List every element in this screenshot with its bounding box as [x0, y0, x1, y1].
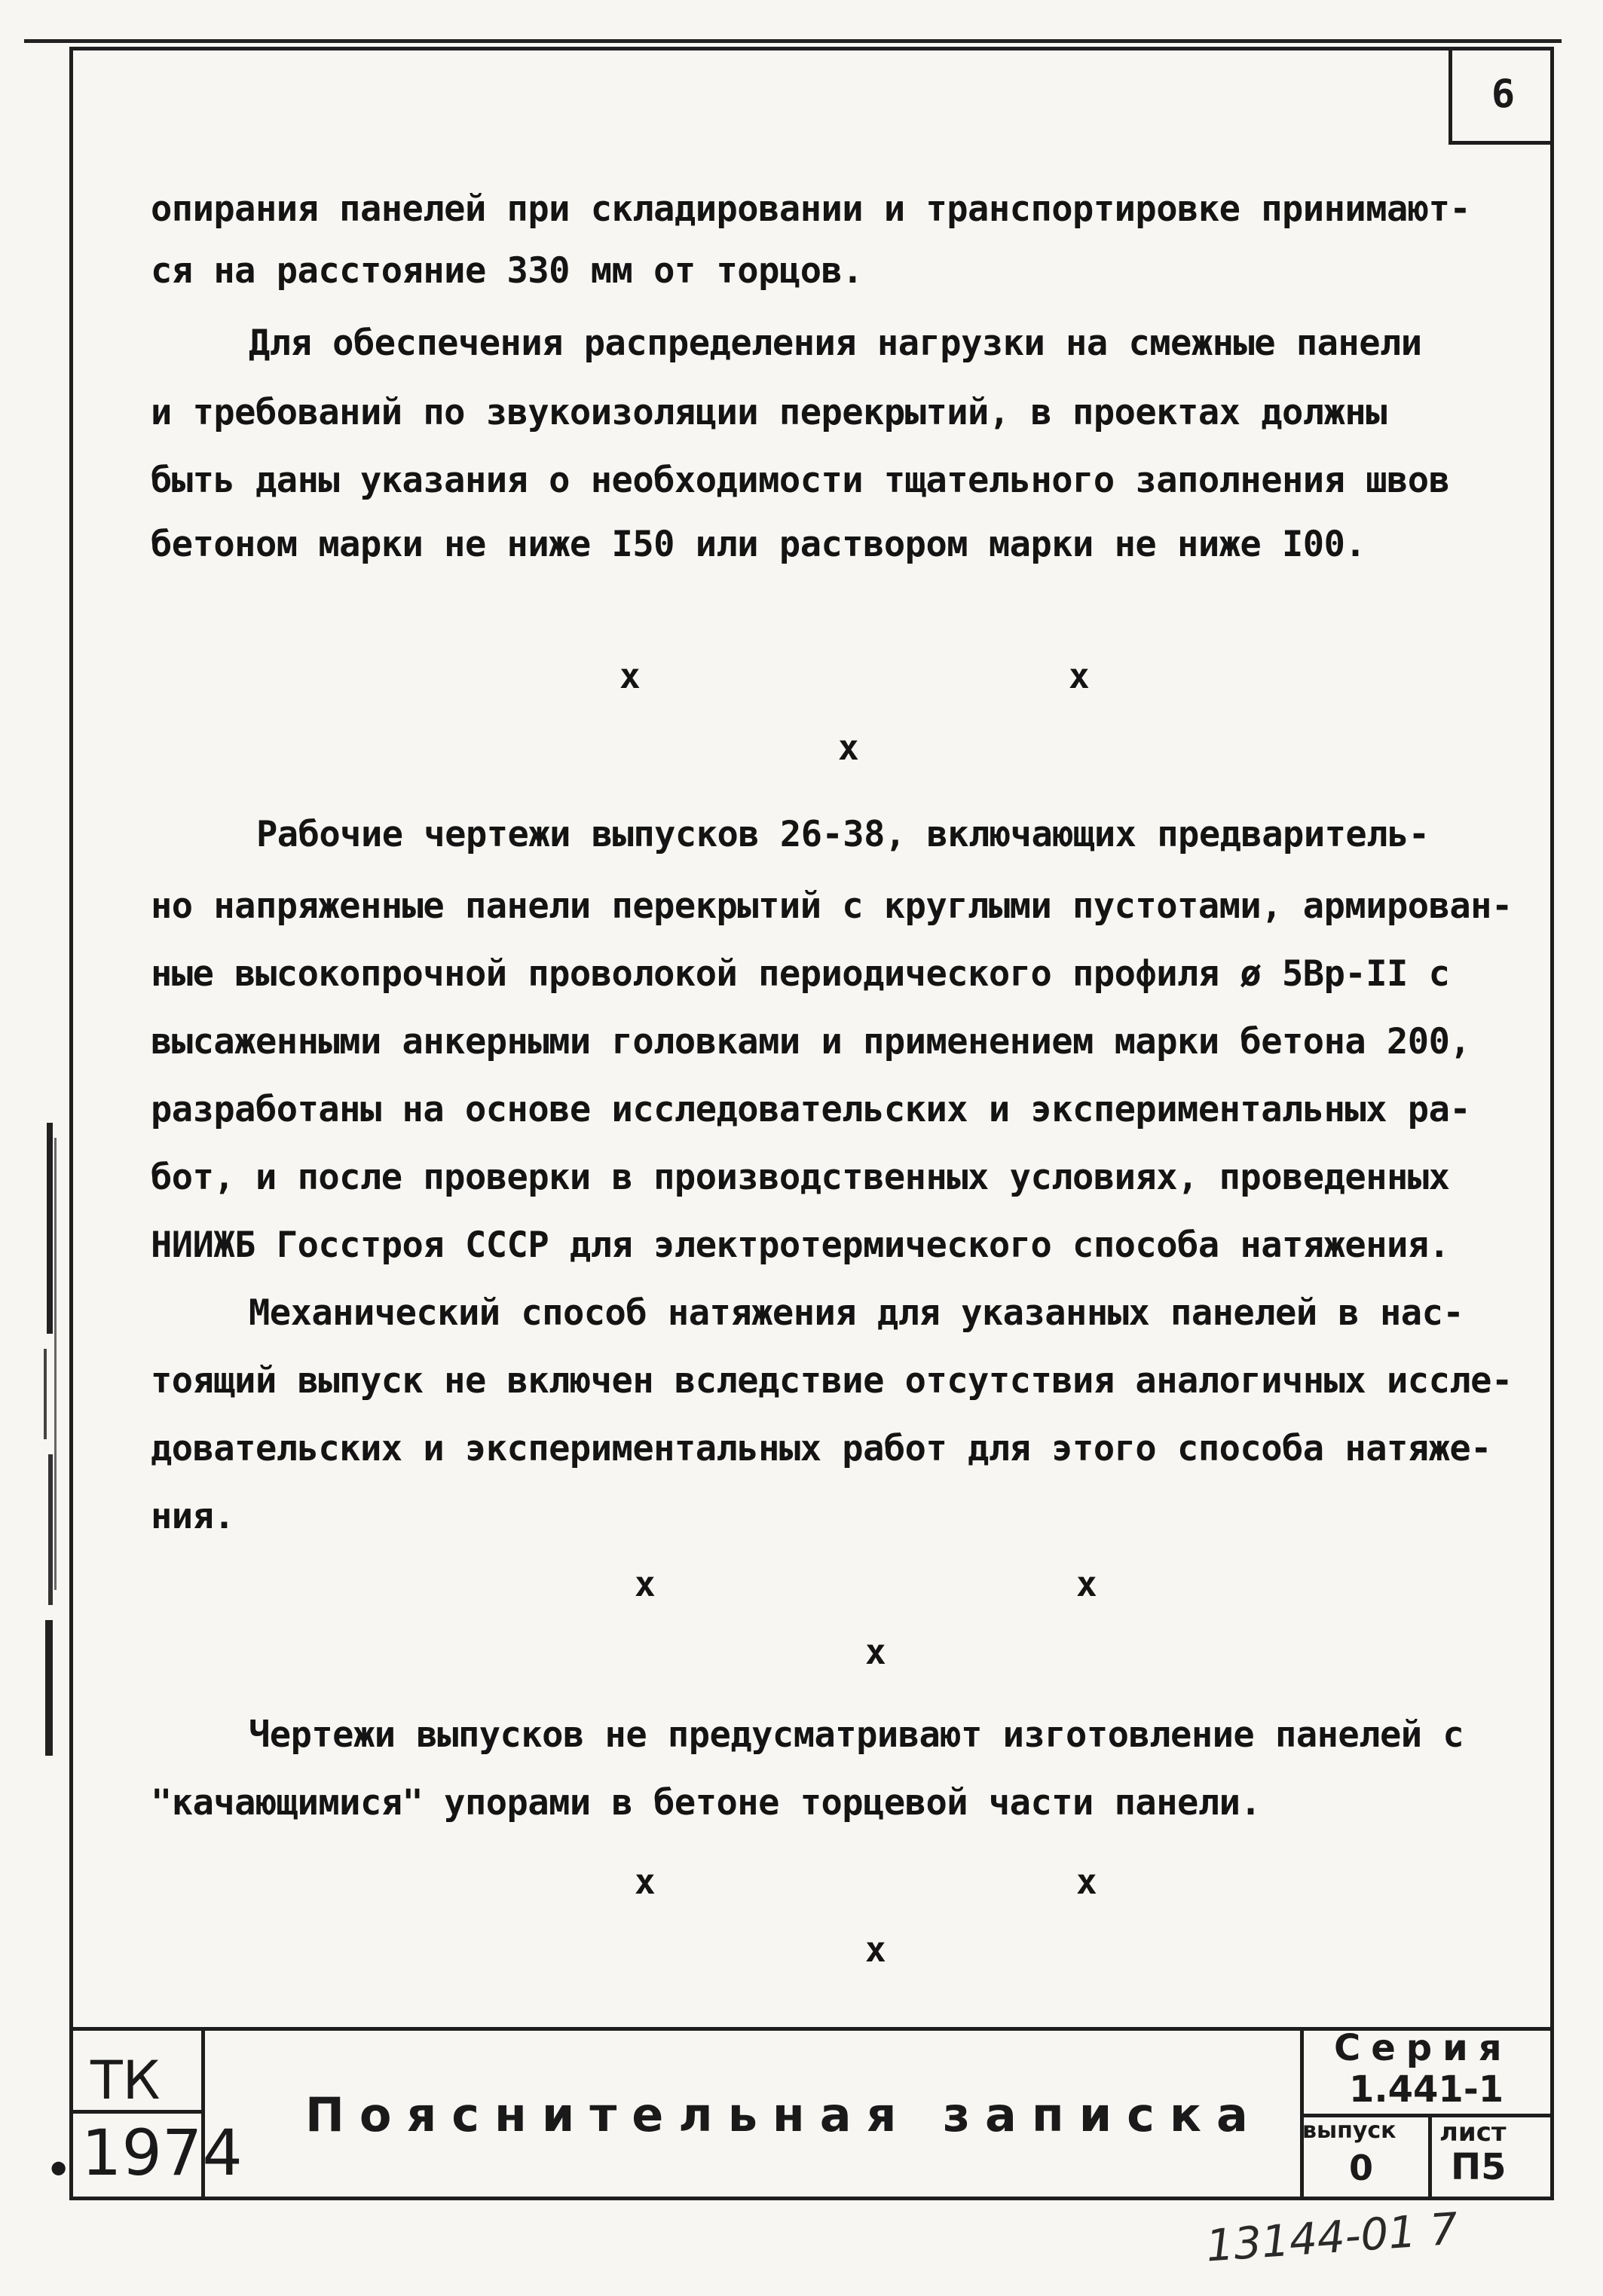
sheet-value: П5 — [1451, 2146, 1507, 2188]
stamp-year: 1974 — [81, 2116, 243, 2190]
separator-mark: х — [635, 1564, 656, 1604]
top-border-line — [24, 39, 1562, 43]
series-label: Серия — [1334, 2027, 1513, 2069]
text-line: тоящий выпуск не включен вследствие отсутствия аналогичных иссле- — [151, 1360, 1513, 1402]
series-number: 1.441-1 — [1349, 2068, 1504, 2111]
text-line: бот, и после проверки в производственных условиях, проведенных — [151, 1157, 1450, 1198]
issue-label: выпуск — [1302, 2117, 1397, 2144]
text-line: ся на расстояние 330 мм от торцов. — [151, 250, 864, 292]
issue-value: 0 — [1349, 2148, 1374, 2188]
text-line: но напряженные панели перекрытий с круглыми пустотами, армирован- — [151, 885, 1513, 927]
separator-mark: х — [619, 656, 641, 696]
margin-dot: • — [47, 2148, 71, 2193]
text-line: довательских и экспериментальных работ для этого способа натяже- — [151, 1428, 1491, 1469]
stamp-org: ТК — [90, 2050, 161, 2111]
text-line: НИИЖБ Госстроя СССР для электротермического способа натяжения. — [151, 1224, 1450, 1266]
handwritten-archive-number: 13144-01 7 — [1204, 2203, 1460, 2272]
separator-mark: х — [838, 727, 859, 768]
separator-mark: х — [865, 1929, 886, 1970]
text-line: разработаны на основе исследовательских и экспериментальных ра- — [151, 1089, 1471, 1130]
page-number: 6 — [1449, 47, 1554, 145]
text-line: высаженными анкерными головками и применением марки бетона 200, — [151, 1021, 1471, 1062]
text-line: бетоном марки не ниже I50 или раствором марки не ниже I00. — [151, 524, 1366, 565]
text-line: опирания панелей при складировании и транспортировке принимают- — [151, 188, 1471, 230]
separator-mark: х — [1076, 1861, 1097, 1902]
text-line: Для обеспечения распределения нагрузки на смежные панели — [249, 323, 1422, 364]
archive-margin-stamp — [41, 1123, 63, 1756]
text-line: ные высокопрочной проволокой периодического профиля ø 5Вр-II с — [151, 953, 1450, 995]
document-title: Пояснительная записка — [305, 2087, 1263, 2142]
text-line: ния. — [151, 1496, 235, 1537]
text-line: и требований по звукоизоляции перекрытий, в проектах должны — [151, 392, 1387, 433]
sheet-label: лист — [1439, 2117, 1507, 2148]
stamp-divider — [1428, 2114, 1432, 2200]
text-line: Механический способ натяжения для указанных панелей в нас- — [249, 1292, 1464, 1334]
text-line: "качающимися" упорами в бетоне торцевой части панели. — [151, 1782, 1262, 1824]
text-line: Чертежи выпусков не предусматривают изготовление панелей с — [249, 1714, 1464, 1756]
text-line: Рабочие чертежи выпусков 26-38, включающих предваритель- — [256, 814, 1430, 855]
separator-mark: х — [635, 1861, 656, 1902]
separator-mark: х — [865, 1631, 886, 1672]
separator-mark: х — [1076, 1564, 1097, 1604]
text-line: быть даны указания о необходимости тщательного заполнения швов — [151, 460, 1450, 501]
separator-mark: х — [1069, 656, 1090, 696]
